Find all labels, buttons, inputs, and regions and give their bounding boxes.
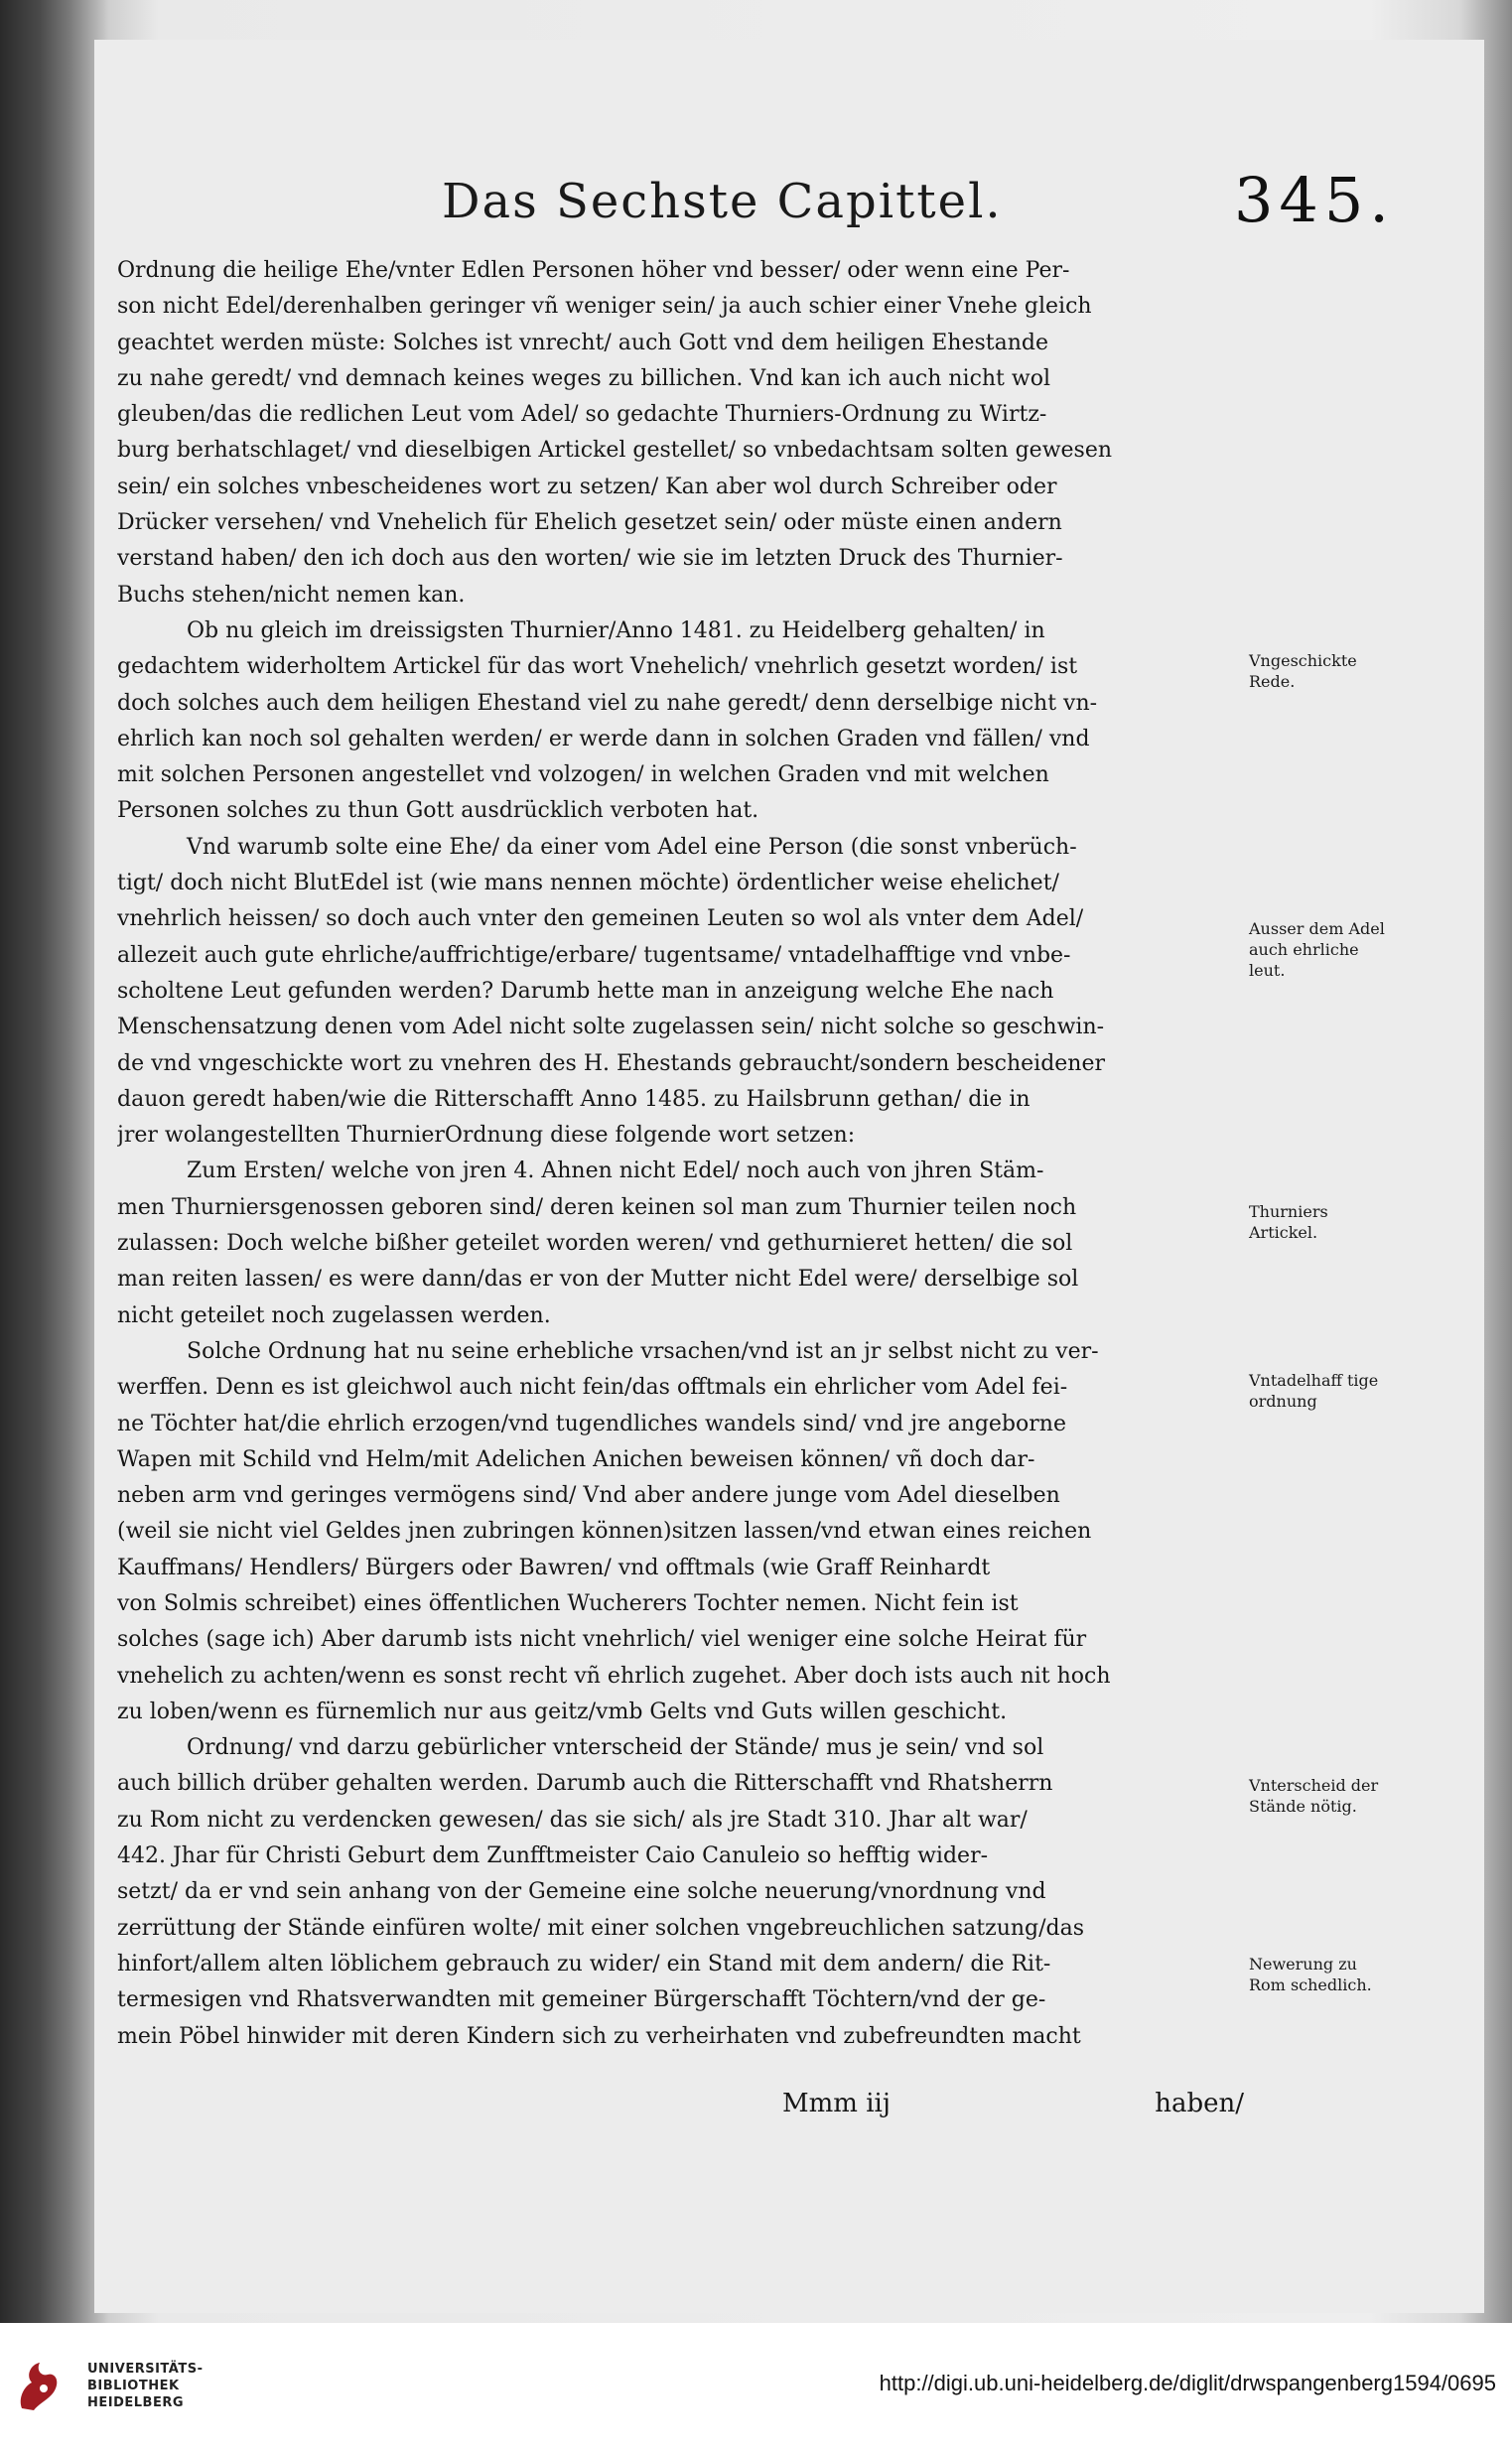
- text-line: zerrüttung der Stände einfüren wolte/ mit einer solchen vngebreuchlichen satzung/das: [117, 1915, 1085, 1941]
- text-line: zulassen: Doch welche bißher geteilet worden weren/ vnd gethurnieret hetten/ die sol: [117, 1231, 1073, 1257]
- text-line: vnehrlich heissen/ so doch auch vnter den gemeinen Leuten so wol als vnter dem Adel/: [117, 906, 1084, 932]
- margin-note-ausser-dem-adel: Ausser dem Adel auch ehrliche leut.: [1249, 919, 1385, 980]
- text-line: ne Töchter hat/die ehrlich erzogen/vnd tugendliches wandels sind/ vnd jre angeborne: [117, 1411, 1066, 1436]
- text-line: man reiten lassen/ es were dann/das er von der Mutter nicht Edel were/ derselbige sol: [117, 1267, 1079, 1293]
- text-line: mein Pöbel hinwider mit deren Kindern sich zu verheirhaten vnd zubefreundten macht: [117, 2023, 1081, 2049]
- text-line: allezeit auch gute ehrliche/auffrichtige/erbare/ tugentsame/ vntadelhafftige vnd vnbe-: [117, 942, 1071, 968]
- text-line: Kauffmans/ Hendlers/ Bürgers oder Bawren/ vnd offtmals (wie Graff Reinhardt: [117, 1555, 991, 1580]
- text-line: burg berhatschlaget/ vnd dieselbigen Artickel gestellet/ so vnbedachtsam solten gewesen: [117, 438, 1113, 464]
- text-line: Wapen mit Schild vnd Helm/mit Adelichen Anichen beweisen können/ vñ doch dar-: [117, 1446, 1035, 1472]
- text-line: Drücker versehen/ vnd Vnehelich für Ehelich gesetzet sein/ oder müste einen andern: [117, 510, 1062, 536]
- text-line: termesigen vnd Rhatsverwandten mit gemeiner Bürgerschafft Töchtern/vnd der ge-: [117, 1987, 1046, 2013]
- source-url-link[interactable]: http://digi.ub.uni-heidelberg.de/diglit/drwspangenberg1594/0695: [879, 2371, 1496, 2395]
- text-line: Buchs stehen/nicht nemen kan.: [117, 582, 466, 608]
- text-line: auch billich drüber gehalten werden. Darumb auch die Ritterschafft vnd Rhatsherrn: [117, 1771, 1053, 1797]
- text-line: geachtet werden müste: Solches ist vnrecht/ auch Gott vnd dem heiligen Ehestande: [117, 330, 1049, 355]
- text-line: werffen. Denn es ist gleichwol auch nicht fein/das offtmals ein ehrlicher vom Adel fei-: [117, 1375, 1068, 1401]
- library-name-line: UNIVERSITÄTS-: [87, 2362, 204, 2377]
- margin-note-vntadelhaff: Vntadelhaff tige ordnung: [1249, 1371, 1379, 1411]
- text-line: zu nahe geredt/ vnd demnach keines weges zu billichen. Vnd kan ich auch nicht wol: [117, 365, 1051, 391]
- catchword: haben/: [1155, 2089, 1244, 2118]
- body-text: [117, 253, 1244, 2055]
- signature-line: [117, 2089, 1244, 2128]
- text-line: 442. Jhar für Christi Geburt dem Zunfftmeister Caio Canuleio so hefftig wider-: [117, 1843, 989, 1869]
- text-line: Personen solches zu thun Gott ausdrücklich verboten hat.: [117, 798, 759, 824]
- text-line: vnehelich zu achten/wenn es sonst recht vñ ehrlich zugehet. Aber doch ists auch nit hoch: [117, 1663, 1111, 1689]
- text-line: mit solchen Personen angestellet vnd volzogen/ in welchen Graden vnd mit welchen: [117, 762, 1049, 788]
- text-line: Ordnung/ vnd darzu gebürlicher vnterscheid der Stände/ mus je sein/ vnd sol: [187, 1735, 1044, 1761]
- text-line: neben arm vnd geringes vermögens sind/ Vnd aber andere junge vom Adel dieselben: [117, 1483, 1060, 1509]
- text-line: gleuben/das die redlichen Leut vom Adel/ so gedachte Thurniers-Ordnung zu Wirtz-: [117, 402, 1047, 428]
- text-line: son nicht Edel/derenhalben geringer vñ weniger sein/ ja auch schier einer Vnehe gleich: [117, 294, 1092, 320]
- text-line: doch solches auch dem heiligen Ehestand viel zu nahe geredt/ denn derselbige nicht vn-: [117, 690, 1098, 716]
- text-line: Solche Ordnung hat nu seine erhebliche vrsachen/vnd ist an jr selbst nicht zu ver-: [187, 1338, 1099, 1364]
- text-line: scholtene Leut gefunden werden? Darumb hette man in anzeigung welche Ehe nach: [117, 978, 1054, 1004]
- running-head: Das Sechste Capittel.: [442, 174, 1003, 229]
- text-line: nicht geteilet noch zugelassen werden.: [117, 1302, 551, 1328]
- margin-note-vnterscheid: Vnterscheid der Stände nötig.: [1249, 1776, 1379, 1816]
- text-line: setzt/ da er vnd sein anhang von der Gemeine eine solche neuerung/vnordnung vnd: [117, 1879, 1046, 1905]
- text-line: zu loben/wenn es fürnemlich nur aus geitz/vmb Gelts vnd Guts willen geschicht.: [117, 1699, 1008, 1724]
- text-line: men Thurniersgenossen geboren sind/ deren keinen sol man zum Thurnier teilen noch: [117, 1194, 1077, 1220]
- text-line: Ordnung die heilige Ehe/vnter Edlen Personen höher vnd besser/ oder wenn eine Per-: [117, 258, 1070, 283]
- text-line: sein/ ein solches vnbescheidenes wort zu setzen/ Kan aber wol durch Schreiber oder: [117, 474, 1057, 499]
- text-line: Ob nu gleich im dreissigsten Thurnier/Anno 1481. zu Heidelberg gehalten/ in: [187, 617, 1045, 643]
- text-line: jrer wolangestellten ThurnierOrdnung diese folgende wort setzen:: [117, 1123, 856, 1149]
- text-line: Menschensatzung denen vom Adel nicht solte zugelassen sein/ nicht solche so geschwin-: [117, 1015, 1105, 1040]
- text-line: tigt/ doch nicht BlutEdel ist (wie mans nennen möchte) ördentlicher weise ehelichet/: [117, 871, 1059, 896]
- library-name-line: HEIDELBERG: [87, 2395, 185, 2410]
- text-line: Vnd warumb solte eine Ehe/ da einer vom Adel eine Person (die sonst vnberüch-: [187, 834, 1077, 860]
- text-line: ehrlich kan noch sol gehalten werden/ er werde dann in solchen Graden vnd fällen/ vnd: [117, 726, 1090, 751]
- margin-note-thurniers-artickel: Thurniers Artickel.: [1249, 1202, 1328, 1242]
- text-line: (weil sie nicht viel Geldes jnen zubringen können)sitzen lassen/vnd etwan eines reichen: [117, 1519, 1092, 1545]
- text-line: de vnd vngeschickte wort zu vnehren des H. Ehestands gebraucht/sondern bescheidener: [117, 1050, 1106, 1076]
- text-line: zu Rom nicht zu verdencken gewesen/ das sie sich/ als jre Stadt 310. Jhar alt war/: [117, 1807, 1028, 1833]
- digitization-footer: [0, 2323, 1512, 2452]
- signature-mark: Mmm iij: [782, 2089, 891, 2118]
- margin-note-ungeschickte-rede: Vngeschickte Rede.: [1249, 651, 1357, 691]
- text-line: verstand haben/ den ich doch aus den worten/ wie sie im letzten Druck des Thurnier-: [117, 546, 1063, 572]
- page-number: 345.: [1233, 164, 1395, 236]
- text-line: von Solmis schreibet) eines öffentlichen Wucherers Tochter nemen. Nicht fein ist: [117, 1590, 1019, 1616]
- margin-note-newerung: Newerung zu Rom schedlich.: [1249, 1955, 1372, 1994]
- library-name: [87, 2361, 203, 2411]
- text-line: Zum Ersten/ welche von jren 4. Ahnen nicht Edel/ noch auch von jhren Stäm-: [187, 1158, 1044, 1184]
- university-library-logo-icon: [16, 2359, 66, 2412]
- text-line: gedachtem widerholtem Artickel für das wort Vnehelich/ vnehrlich gesetzt worden/ ist: [117, 654, 1078, 680]
- page-header: [442, 164, 1395, 253]
- text-line: dauon geredt haben/wie die Ritterschafft Anno 1485. zu Hailsbrunn gethan/ die in: [117, 1086, 1031, 1112]
- text-line: hinfort/allem alten löblichem gebrauch zu wider/ ein Stand mit dem andern/ die Rit-: [117, 1951, 1051, 1976]
- text-line: solches (sage ich) Aber darumb ists nicht vnehrlich/ viel weniger eine solche Heirat für: [117, 1627, 1087, 1653]
- library-name-line: BIBLIOTHEK: [87, 2379, 180, 2393]
